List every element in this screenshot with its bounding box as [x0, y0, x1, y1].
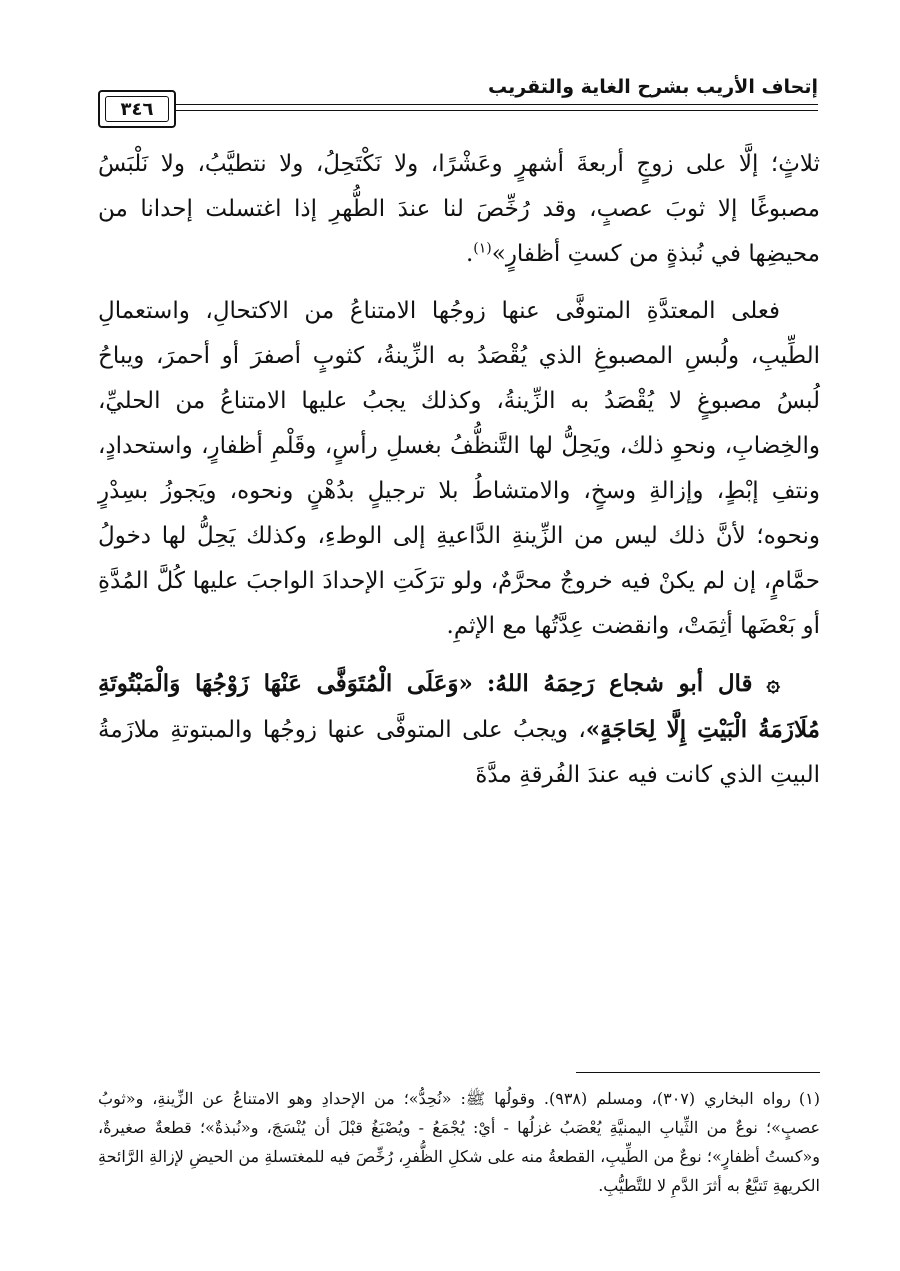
- header-rule: [98, 104, 818, 105]
- paragraph-text: ثلاثٍ؛ إلَّا على زوجٍ أربعةَ أشهرٍ وعَشْرًا، ولا نَكْتَحِلُ، ولا نتطيَّبُ، ولا نَلْبَسُ مصبوغًا إلا ثوبَ عصبٍ، وقد رُخِّصَ لنا عندَ الطُّهرِ إذا اغتسلت إحدانا من محيضِها في نُبذةٍ من كستِ أظفارٍ»: [98, 151, 820, 267]
- page-header: [98, 64, 818, 124]
- footnote-reference: (١): [473, 240, 492, 257]
- page-number-frame: [98, 90, 176, 128]
- matn-intro: قال أبو شجاع رَحِمَهُ اللهُ:: [486, 670, 753, 697]
- paragraph-end-dot: .: [465, 241, 474, 267]
- footnote-text: رواه البخاري (٣٠٧)، ومسلم (٩٣٨). وقولُها ﷺ: «نُحِدُّ»؛ من الإحدادِ وهو الامتناعُ عن الزِّينةِ، و«ثوبُ عصبٍ»؛ نوعٌ من الثِّيابِ اليمنيَّةِ يُعْصَبُ غزلُها - أيْ: يُجْمَعُ - ويُصْبَغُ قبْلَ أن يُنْسَجَ، و«نُبذةٌ»؛ قطعةٌ صغيرةٌ، و«كستُ أظفارٍ»؛ نوعٌ من الطِّيبِ، القطعةُ منه على شكلِ الظُّفرِ، رُخِّصَ فيه للمغتسلةِ من الحيضِ لإزالةِ الرَّائحةِ الكريهةِ تَتبَّعُ به أثرَ الدَّمِ لا للتَّطيُّبِ.: [98, 1089, 820, 1195]
- paragraph-hadith-end: [98, 142, 820, 277]
- footnote-number: (١): [798, 1089, 821, 1108]
- matn-quote: «وَعَلَى الْمُتَوَفَّى عَنْهَا زَوْجُهَا وَالْمَبْتُوتَةِ مُلَازَمَةُ الْبَيْتِ إِلَّا لِحَاجَةٍ»: [98, 670, 820, 743]
- header-rule-secondary: [98, 110, 818, 111]
- footnote-item: [98, 1084, 820, 1200]
- page-number: ٣٤٦: [105, 96, 169, 122]
- running-title: إتحاف الأريب بشرح الغاية والتقريب: [488, 76, 818, 98]
- section-marker-icon: ۞: [766, 671, 780, 697]
- paragraph-mourning-rules: فعلى المعتدَّةِ المتوفَّى عنها زوجُها الامتناعُ من الاكتحالِ، واستعمالِ الطِّيبِ، ولُبسِ المصبوغِ الذي يُقْصَدُ به الزِّينةُ، كثوبٍ أصفرَ أو أحمرَ، ويباحُ لُبسُ مصبوغٍ لا يُقْصَدُ به الزِّينةُ، وكذلك يجبُ عليها الامتناعُ من الحليِّ، والخِضابِ، ونحوِ ذلك، ويَحِلُّ لها التَّنظُّفُ بغسلِ رأسٍ، وقَلْمِ أظفارٍ، واستحدادٍ، ونتفِ إبْطٍ، وإزالةِ وسخٍ، والامتشاطُ بلا ترجيلٍ بدُهْنٍ ونحوه، ويَجوزُ بسِدْرٍ ونحوه؛ لأنَّ ذلك ليس من الزِّينةِ الدَّاعيةِ إلى الوطءِ، وكذلك يَحِلُّ لها دخولُ حمَّامٍ، إن لم يكنْ فيه خروجٌ محرَّمٌ، ولو ترَكَتِ الإحدادَ الواجبَ عليها كُلَّ المُدَّةِ أو بَعْضَها أثِمَتْ، وانقضت عِدَّتُها مع الإثمِ.: [98, 298, 820, 639]
- footnotes: [98, 1084, 820, 1200]
- paragraph-matn-section: [98, 661, 820, 798]
- main-text: [98, 142, 820, 810]
- commentary-text: ، ويجبُ على المتوفَّى عنها زوجُها والمبتوتةِ ملازَمةُ البيتِ الذي كانت فيه عندَ الفُرقةِ مدَّةَ: [98, 717, 820, 788]
- footnote-separator: [576, 1072, 820, 1073]
